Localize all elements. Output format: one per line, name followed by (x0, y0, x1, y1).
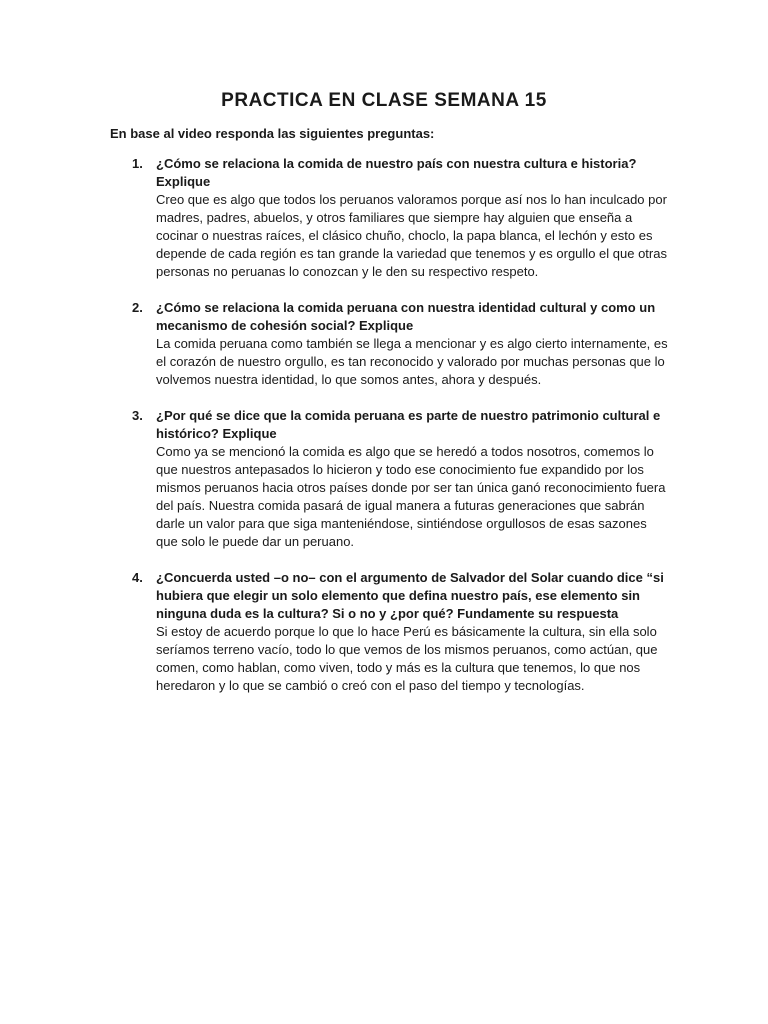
question-item (0, 569, 768, 695)
answer-text: Creo que es algo que todos los peruanos valoramos porque así nos lo han inculcado por madres, padres, abuelos, y otros familiares que siempre hay alguien que enseña a cocinar o nuestras raíces, el clásico chuño, choclo, la papa blanca, el lechón y esto es depende de cada región es tan grande la variedad que tenemos y es orgullo el que otras personas no peruanas lo conozcan y le den su respectivo respeto. (156, 192, 667, 279)
question-text: ¿Por qué se dice que la comida peruana es parte de nuestro patrimonio cultural e histórico? Explique (156, 408, 661, 441)
question-number: 4. (132, 570, 143, 585)
answer-text: La comida peruana como también se llega a mencionar y es algo cierto internamente, es el corazón de nuestro orgullo, es tan reconocido y valorado por muchas personas que lo volvemos nuestra identidad, lo que somos antes, ahora y después. (156, 336, 668, 387)
question-number: 2. (132, 300, 143, 315)
intro-text: En base al video responda las siguientes preguntas: (110, 126, 435, 141)
question-number: 3. (132, 408, 143, 423)
question-text: ¿Cómo se relaciona la comida peruana con nuestra identidad cultural y como un mecanismo de cohesión social? Explique (156, 300, 656, 333)
question-list (0, 155, 768, 713)
question-item (0, 155, 768, 281)
answer-text: Si estoy de acuerdo porque lo que lo hace Perú es básicamente la cultura, sin ella solo seríamos terreno vacío, todo lo que vemos de los mismos peruanos, como actúan, que comen, como hablan, como viven, todo y más es la cultura que tenemos, lo que nos heredaron y lo que se cambió o creó con el paso del tiempo y tecnologías. (156, 624, 658, 693)
page-title: PRACTICA EN CLASE SEMANA 15 (221, 90, 547, 111)
answer-text: Como ya se mencionó la comida es algo que se heredó a todos nosotros, comemos lo que nuestros antepasados lo hicieron y todo ese conocimiento fue expandido por los mismos peruanos hacia otros países donde por ser tan única ganó reconocimiento fuera del país. Nuestra comida pasará de igual manera a futuras generaciones que sabrán darle un valor para que siga manteniéndose, sintiéndose orgullosos de esas sazones que solo le puede dar un peruano. (156, 444, 666, 549)
question-item (0, 299, 768, 389)
question-text: ¿Cómo se relaciona la comida de nuestro país con nuestra cultura e historia? Explique (156, 156, 637, 189)
question-number: 1. (132, 156, 143, 171)
question-text: ¿Concuerda usted –o no– con el argumento de Salvador del Solar cuando dice “si hubiera que elegir un solo elemento que defina nuestro país, ese elemento sin ninguna duda es la cultura? Si o no y ¿por qué? Fundamente su respuesta (156, 570, 664, 621)
question-item (0, 407, 768, 551)
